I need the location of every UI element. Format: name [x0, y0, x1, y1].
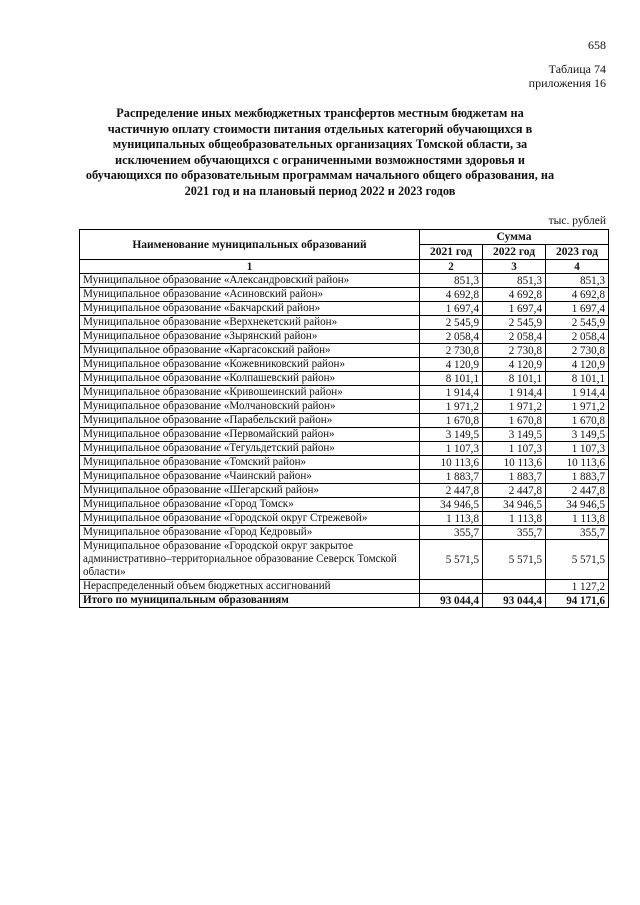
amount-cell: 4 120,9	[420, 358, 483, 372]
municipality-name: Муниципальное образование «Чаинский район»	[80, 470, 420, 484]
table-row	[80, 288, 609, 302]
amount-cell: 355,7	[420, 526, 483, 540]
total-label: Итого по муниципальным образованиям	[80, 594, 420, 608]
amount-cell: 5 571,5	[483, 540, 546, 580]
document-title: Распределение иных межбюджетных трансфертов местным бюджетам на частичную оплату стоимости питания отдельных категорий обучающихся в муниципальных общеобразовательных организациях Томской области, за исключением обучающихся с ограниченными возможностями здоровья и обучающихся по образовательным программам начального общего образования, на 2021 год и на плановый период 2022 и 2023 годов	[85, 106, 555, 198]
amount-cell: 10 113,6	[420, 456, 483, 470]
amount-cell	[420, 580, 483, 594]
amount-cell: 1 883,7	[483, 470, 546, 484]
column-number: 4	[546, 260, 609, 274]
amount-cell: 1 113,8	[483, 512, 546, 526]
table-row	[80, 512, 609, 526]
amount-cell: 2 447,8	[546, 484, 609, 498]
municipality-name: Муниципальное образование «Кожевниковский район»	[80, 358, 420, 372]
municipality-name: Муниципальное образование «Город Кедровый»	[80, 526, 420, 540]
table-row	[80, 580, 609, 594]
amount-cell: 2 447,8	[420, 484, 483, 498]
amount-cell: 1 107,3	[420, 442, 483, 456]
total-amount: 93 044,4	[420, 594, 483, 608]
header-year-2021: 2021 год	[420, 245, 483, 260]
municipality-name: Муниципальное образование «Парабельский район»	[80, 414, 420, 428]
amount-cell: 2 545,9	[483, 316, 546, 330]
amount-cell: 2 545,9	[546, 316, 609, 330]
amount-cell: 4 692,8	[483, 288, 546, 302]
table-row	[80, 414, 609, 428]
amount-cell	[483, 580, 546, 594]
amount-cell: 1 971,2	[420, 400, 483, 414]
amount-cell: 10 113,6	[546, 456, 609, 470]
municipality-name: Муниципальное образование «Городской округ Стрежевой»	[80, 512, 420, 526]
table-row	[80, 442, 609, 456]
municipality-name: Муниципальное образование «Верхнекетский район»	[80, 316, 420, 330]
amount-cell: 1 113,8	[546, 512, 609, 526]
amount-cell: 1 914,4	[483, 386, 546, 400]
table-row	[80, 526, 609, 540]
municipality-name: Муниципальное образование «Колпашевский район»	[80, 372, 420, 386]
table-row	[80, 470, 609, 484]
municipality-name: Муниципальное образование «Александровский район»	[80, 274, 420, 288]
table-row	[80, 456, 609, 470]
table-row	[80, 540, 609, 580]
amount-cell: 34 946,5	[483, 498, 546, 512]
amount-cell: 355,7	[546, 526, 609, 540]
amount-cell: 1 107,3	[546, 442, 609, 456]
header-year-2022: 2022 год	[483, 245, 546, 260]
amount-cell: 8 101,1	[420, 372, 483, 386]
column-number: 2	[420, 260, 483, 274]
amount-cell: 2 058,4	[483, 330, 546, 344]
amount-cell: 1 670,8	[420, 414, 483, 428]
amount-cell: 355,7	[483, 526, 546, 540]
amount-cell: 34 946,5	[546, 498, 609, 512]
header-sum: Сумма	[420, 230, 609, 245]
table-row	[80, 428, 609, 442]
table-row	[80, 498, 609, 512]
amount-cell: 8 101,1	[483, 372, 546, 386]
allocation-table	[79, 229, 609, 608]
municipality-name: Муниципальное образование «Первомайский район»	[80, 428, 420, 442]
header-year-2023: 2023 год	[546, 245, 609, 260]
amount-cell: 851,3	[546, 274, 609, 288]
amount-cell: 2 545,9	[420, 316, 483, 330]
amount-cell: 3 149,5	[420, 428, 483, 442]
amount-cell: 10 113,6	[483, 456, 546, 470]
total-amount: 94 171,6	[546, 594, 609, 608]
table-row	[80, 372, 609, 386]
amount-cell: 4 120,9	[546, 358, 609, 372]
amount-cell: 4 692,8	[420, 288, 483, 302]
municipality-name: Муниципальное образование «Молчановский район»	[80, 400, 420, 414]
table-row	[80, 302, 609, 316]
municipality-name: Муниципальное образование «Зырянский район»	[80, 330, 420, 344]
table-reference	[529, 62, 606, 90]
municipality-name: Нераспределенный объем бюджетных ассигнований	[80, 580, 420, 594]
amount-cell: 1 697,4	[546, 302, 609, 316]
table-row	[80, 358, 609, 372]
table-row	[80, 344, 609, 358]
column-number: 1	[80, 260, 420, 274]
amount-cell: 1 697,4	[420, 302, 483, 316]
total-amount: 93 044,4	[483, 594, 546, 608]
amount-cell: 1 670,8	[546, 414, 609, 428]
table-ref-line: Таблица 74	[548, 62, 606, 76]
amount-cell: 2 058,4	[546, 330, 609, 344]
amount-cell: 2 730,8	[420, 344, 483, 358]
amount-cell: 1 971,2	[546, 400, 609, 414]
amount-cell: 1 697,4	[483, 302, 546, 316]
table-row	[80, 274, 609, 288]
page-number: 658	[588, 38, 606, 52]
table-row	[80, 400, 609, 414]
table-row	[80, 316, 609, 330]
table-row	[80, 386, 609, 400]
column-number-row	[80, 260, 609, 274]
amount-cell: 1 914,4	[546, 386, 609, 400]
municipality-name: Муниципальное образование «Асиновский район»	[80, 288, 420, 302]
amount-cell: 5 571,5	[420, 540, 483, 580]
amount-cell: 2 447,8	[483, 484, 546, 498]
municipality-name: Муниципальное образование «Городской округ закрытое административно–территориальное образование Северск Томской области»	[80, 540, 420, 580]
amount-cell: 2 730,8	[483, 344, 546, 358]
table-row	[80, 484, 609, 498]
municipality-name: Муниципальное образование «Томский район»	[80, 456, 420, 470]
amount-cell: 2 058,4	[420, 330, 483, 344]
amount-cell: 851,3	[483, 274, 546, 288]
municipality-name: Муниципальное образование «Тегульдетский район»	[80, 442, 420, 456]
amount-cell: 3 149,5	[483, 428, 546, 442]
amount-cell: 1 914,4	[420, 386, 483, 400]
units-label: тыс. рублей	[548, 215, 606, 227]
amount-cell: 1 883,7	[546, 470, 609, 484]
amount-cell: 8 101,1	[546, 372, 609, 386]
municipality-name: Муниципальное образование «Город Томск»	[80, 498, 420, 512]
amount-cell: 3 149,5	[546, 428, 609, 442]
amount-cell: 4 692,8	[546, 288, 609, 302]
municipality-name: Муниципальное образование «Шегарский район»	[80, 484, 420, 498]
amount-cell: 34 946,5	[420, 498, 483, 512]
table-ref-line: приложения 16	[528, 76, 606, 90]
total-row	[80, 594, 609, 608]
amount-cell: 1 670,8	[483, 414, 546, 428]
amount-cell: 1 971,2	[483, 400, 546, 414]
header-municipality: Наименование муниципальных образований	[80, 230, 420, 260]
amount-cell: 1 107,3	[483, 442, 546, 456]
amount-cell: 1 127,2	[546, 580, 609, 594]
amount-cell: 1 883,7	[420, 470, 483, 484]
amount-cell: 2 730,8	[546, 344, 609, 358]
amount-cell: 4 120,9	[483, 358, 546, 372]
municipality-name: Муниципальное образование «Бакчарский район»	[80, 302, 420, 316]
amount-cell: 5 571,5	[546, 540, 609, 580]
municipality-name: Муниципальное образование «Кривошеинский район»	[80, 386, 420, 400]
table-row	[80, 330, 609, 344]
amount-cell: 851,3	[420, 274, 483, 288]
column-number: 3	[483, 260, 546, 274]
amount-cell: 1 113,8	[420, 512, 483, 526]
municipality-name: Муниципальное образование «Каргасокский район»	[80, 344, 420, 358]
